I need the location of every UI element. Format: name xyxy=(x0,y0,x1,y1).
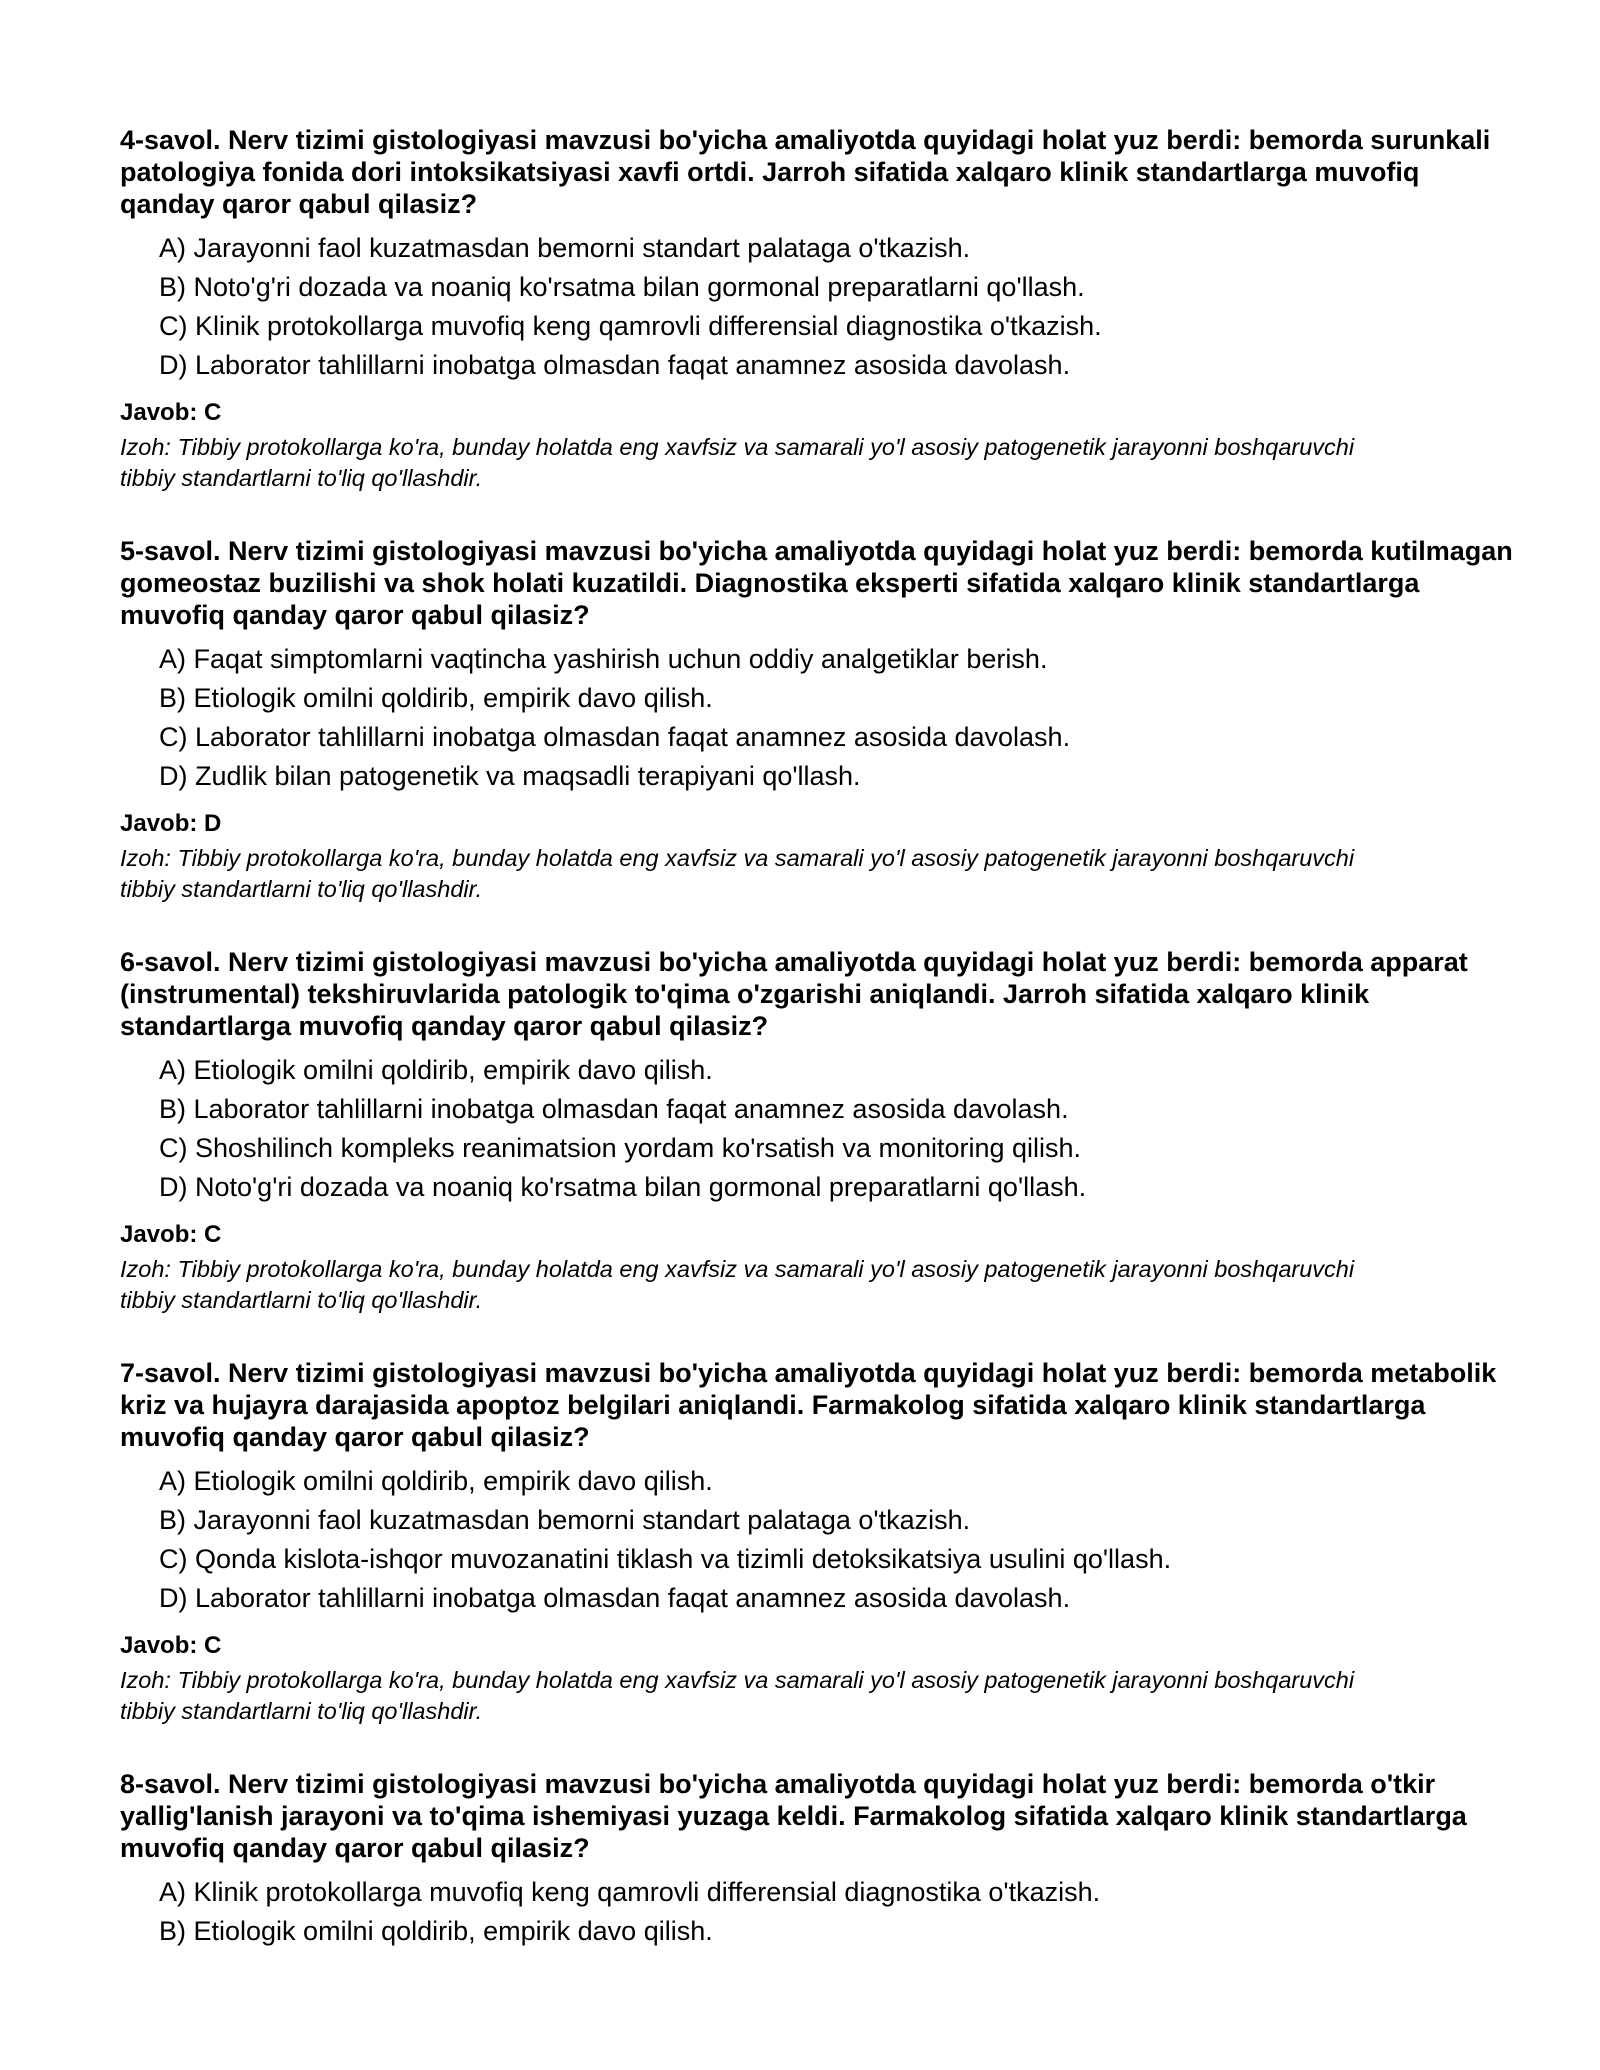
question-4 xyxy=(120,124,1520,494)
question-text: 5-savol. Nerv tizimi gistologiyasi mavzusi bo'yicha amaliyotda quyidagi holat yuz berdi: bemorda kutilmagan gomeostaz buzilishi va shok holati kuzatildi. Diagnostika eksperti sifatida xalqaro klinik standartlarga muvofiq qanday qaror qabul qilasiz? xyxy=(120,536,1513,630)
option-list xyxy=(120,640,1520,796)
option-a: A) Etiologik omilni qoldirib, empirik davo qilish. xyxy=(159,1466,713,1496)
question-5 xyxy=(120,535,1520,905)
option-b: B) Jarayonni faol kuzatmasdan bemorni standart palataga o'tkazish. xyxy=(159,1505,971,1535)
option-a: A) Klinik protokollarga muvofiq keng qamrovli differensial diagnostika o'tkazish. xyxy=(159,1877,1101,1907)
answer-label: Javob: C xyxy=(120,399,222,426)
option-d: D) Noto'g'ri dozada va noaniq ko'rsatma bilan gormonal preparatlarni qo'llash. xyxy=(159,1172,1087,1202)
option-c: C) Shoshilinch kompleks reanimatsion yordam ko'rsatish va monitoring qilish. xyxy=(159,1133,1082,1163)
answer-label: Javob: D xyxy=(120,810,222,837)
option-list xyxy=(120,229,1520,385)
option-b: B) Laborator tahlillarni inobatga olmasdan faqat anamnez asosida davolash. xyxy=(159,1094,1069,1124)
option-d: D) Laborator tahlillarni inobatga olmasdan faqat anamnez asosida davolash. xyxy=(159,350,1071,380)
answer-label: Javob: C xyxy=(120,1632,222,1659)
question-6 xyxy=(120,946,1520,1316)
question-text: 8-savol. Nerv tizimi gistologiyasi mavzusi bo'yicha amaliyotda quyidagi holat yuz berdi: bemorda o'tkir yallig'lanish jarayoni va to'qima ishemiyasi yuzaga keldi. Farmakolog sifatida xalqaro klinik standartlarga muvofiq qanday qaror qabul qilasiz? xyxy=(120,1769,1467,1863)
answer-label: Javob: C xyxy=(120,1221,222,1248)
option-b: B) Etiologik omilni qoldirib, empirik davo qilish. xyxy=(159,1916,713,1946)
explanation-note: Izoh: Tibbiy protokollarga ko'ra, bunday holatda eng xavfsiz va samarali yo'l asosiy patogenetik jarayonni boshqaruvchi tibbiy standartlarni to'liq qo'llashdir. xyxy=(120,845,1355,902)
explanation-note: Izoh: Tibbiy protokollarga ko'ra, bunday holatda eng xavfsiz va samarali yo'l asosiy patogenetik jarayonni boshqaruvchi tibbiy standartlarni to'liq qo'llashdir. xyxy=(120,434,1355,491)
option-list xyxy=(120,1051,1520,1207)
explanation-note: Izoh: Tibbiy protokollarga ko'ra, bunday holatda eng xavfsiz va samarali yo'l asosiy patogenetik jarayonni boshqaruvchi tibbiy standartlarni to'liq qo'llashdir. xyxy=(120,1256,1355,1313)
option-c: C) Klinik protokollarga muvofiq keng qamrovli differensial diagnostika o'tkazish. xyxy=(159,311,1102,341)
question-text: 7-savol. Nerv tizimi gistologiyasi mavzusi bo'yicha amaliyotda quyidagi holat yuz berdi: bemorda metabolik kriz va hujayra darajasida apoptoz belgilari aniqlandi. Farmakolog sifatida xalqaro klinik standartlarga muvofiq qanday qaror qabul qilasiz? xyxy=(120,1358,1497,1452)
question-text: 4-savol. Nerv tizimi gistologiyasi mavzusi bo'yicha amaliyotda quyidagi holat yuz berdi: bemorda surunkali patologiya fonida dori intoksikatsiyasi xavfi ortdi. Jarroh sifatida xalqaro klinik standartlarga muvofiq qanday qaror qabul qilasiz? xyxy=(120,125,1491,219)
option-a: A) Faqat simptomlarni vaqtincha yashirish uchun oddiy analgetiklar berish. xyxy=(159,644,1048,674)
option-a: A) Etiologik omilni qoldirib, empirik davo qilish. xyxy=(159,1055,713,1085)
question-7 xyxy=(120,1357,1520,1727)
option-list xyxy=(120,1873,1520,1951)
question-text: 6-savol. Nerv tizimi gistologiyasi mavzusi bo'yicha amaliyotda quyidagi holat yuz berdi: bemorda apparat (instrumental) tekshiruvlarida patologik to'qima o'zgarishi aniqlandi. Jarroh sifatida xalqaro klinik standartlarga muvofiq qanday qaror qabul qilasiz? xyxy=(120,947,1468,1041)
document-page xyxy=(120,124,1520,1992)
option-d: D) Zudlik bilan patogenetik va maqsadli terapiyani qo'llash. xyxy=(159,761,861,791)
option-b: B) Noto'g'ri dozada va noaniq ko'rsatma bilan gormonal preparatlarni qo'llash. xyxy=(159,272,1085,302)
option-list xyxy=(120,1462,1520,1618)
option-c: C) Qonda kislota-ishqor muvozanatini tiklash va tizimli detoksikatsiya usulini qo'llash. xyxy=(159,1544,1172,1574)
option-c: C) Laborator tahlillarni inobatga olmasdan faqat anamnez asosida davolash. xyxy=(159,722,1071,752)
option-d: D) Laborator tahlillarni inobatga olmasdan faqat anamnez asosida davolash. xyxy=(159,1583,1071,1613)
option-b: B) Etiologik omilni qoldirib, empirik davo qilish. xyxy=(159,683,713,713)
question-8 xyxy=(120,1768,1520,1951)
option-a: A) Jarayonni faol kuzatmasdan bemorni standart palataga o'tkazish. xyxy=(159,233,971,263)
explanation-note: Izoh: Tibbiy protokollarga ko'ra, bunday holatda eng xavfsiz va samarali yo'l asosiy patogenetik jarayonni boshqaruvchi tibbiy standartlarni to'liq qo'llashdir. xyxy=(120,1667,1355,1724)
